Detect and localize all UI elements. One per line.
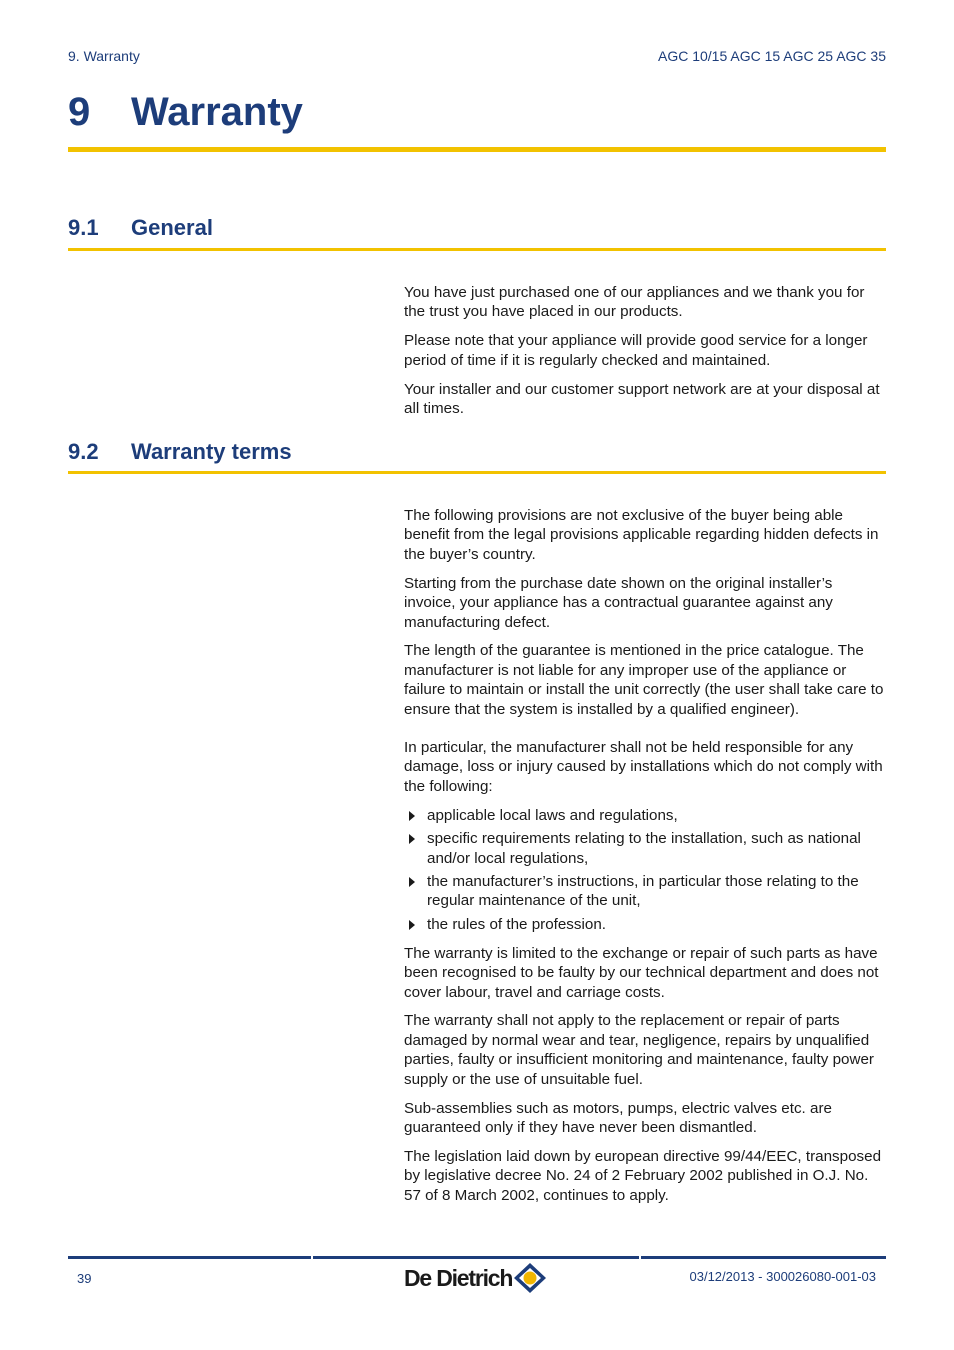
paragraph: The length of the guarantee is mentioned in the price catalogue. The manufacturer is not liable for any improper use of the appliance or failure to maintain or install the unit correctly (the user shall take care to ensure that the system is installed by a qualified engineer).	[404, 642, 884, 718]
section-rule	[68, 471, 886, 474]
bullet-list	[404, 806, 888, 934]
paragraph: The warranty shall not apply to the replacement or repair of parts damaged by normal wear and tear, negligence, repairs by unqualified parties, faulty or insufficient monitoring and maintenance, faulty power supply or the use of unsuitable fuel.	[404, 1012, 874, 1088]
chapter-number: 9	[68, 90, 91, 134]
brand-logo	[404, 1262, 547, 1294]
section-number: 9.1	[68, 215, 99, 240]
paragraph: The following provisions are not exclusive of the buyer being able benefit from the legal provisions applicable regarding hidden defects in the buyer’s country.	[404, 507, 879, 563]
section-body-warranty-terms	[404, 506, 888, 1215]
brand-logo-text: De Dietrich	[404, 1264, 513, 1291]
section-heading-warranty-terms	[68, 439, 886, 469]
paragraph: Starting from the purchase date shown on the original installer’s invoice, your appliance has a contractual guarantee against any manufacturing defect.	[404, 574, 833, 631]
paragraph: The warranty is limited to the exchange or repair of such parts as have been recognised to be faulty by our technical department and does not cover labour, travel and carriage costs.	[404, 944, 879, 1001]
list-item-text: specific requirements relating to the installation, such as national and/or local regulations,	[427, 830, 861, 867]
document-reference: 03/12/2013 - 300026080-001-03	[689, 1269, 876, 1284]
section-heading-general	[68, 215, 886, 245]
chapter-title: Warranty	[131, 90, 303, 134]
paragraph: Please note that your appliance will provide good service for a longer period of time if it is regularly checked and maintained.	[404, 332, 868, 369]
footer-rule	[68, 1256, 886, 1259]
section-title: General	[131, 215, 213, 240]
bullet-arrow-icon	[409, 877, 415, 887]
bullet-arrow-icon	[409, 834, 415, 844]
page-number: 39	[77, 1271, 92, 1286]
list-item	[404, 915, 888, 934]
running-header-section: 9. Warranty	[68, 48, 140, 64]
paragraph: Sub-assemblies such as motors, pumps, electric valves etc. are guaranteed only if they have never been dismantled.	[404, 1099, 832, 1136]
list-item-text: the manufacturer’s instructions, in particular those relating to the regular maintenance of the unit,	[427, 873, 859, 910]
list-item	[404, 872, 888, 911]
list-item	[404, 829, 888, 868]
paragraph: Your installer and our customer support network are at your disposal at all times.	[404, 380, 880, 418]
list-item	[404, 806, 888, 825]
section-rule	[68, 248, 886, 251]
section-body-general	[404, 283, 888, 428]
chapter-rule	[68, 147, 886, 152]
list-item-text: the rules of the profession.	[427, 915, 606, 933]
diamond-logo-icon	[513, 1262, 547, 1294]
running-header-models: AGC 10/15 AGC 15 AGC 25 AGC 35	[657, 48, 886, 64]
paragraph: The legislation laid down by european directive 99/44/EEC, transposed by legislative decree No. 24 of 2 February 2002 published in O.J. No. 57 of 8 March 2002, continues to apply.	[404, 1147, 882, 1204]
bullet-arrow-icon	[409, 920, 415, 930]
bullet-arrow-icon	[409, 811, 415, 821]
paragraph: You have just purchased one of our appliances and we thank you for the trust you have placed in our products.	[404, 284, 865, 321]
chapter-heading	[68, 90, 886, 154]
list-item-text: applicable local laws and regulations,	[427, 806, 678, 824]
section-number: 9.2	[68, 439, 99, 464]
paragraph: In particular, the manufacturer shall not be held responsible for any damage, loss or injury caused by installations which do not comply with the following:	[404, 739, 883, 795]
section-title: Warranty terms	[131, 439, 292, 464]
